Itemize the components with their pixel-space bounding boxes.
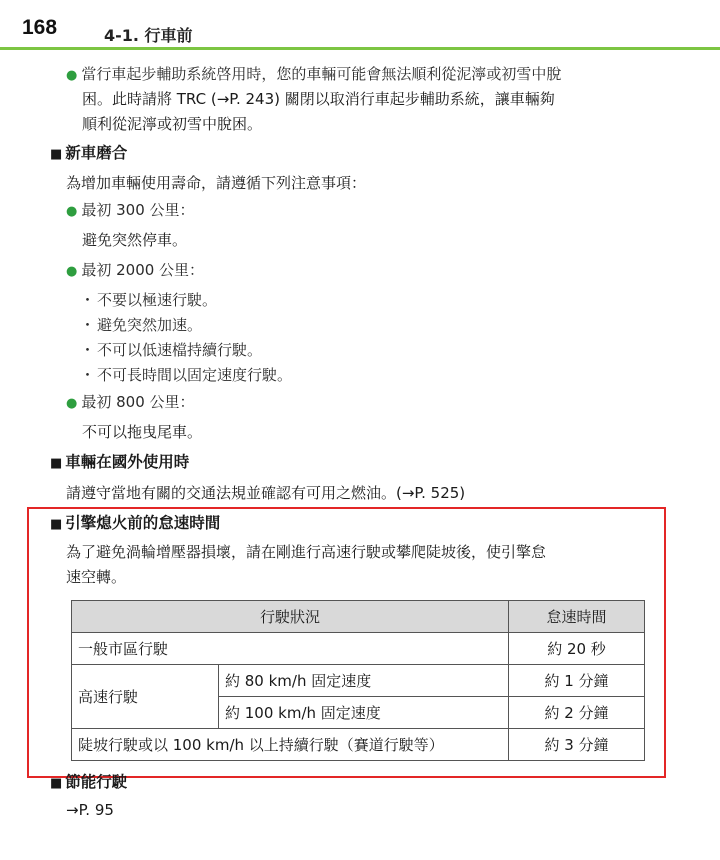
eco-heading: ■ 節能行駛 <box>50 770 127 796</box>
table-row <box>72 633 645 665</box>
intro-line-1: ● 當行車起步輔助系統啓用時，您的車輛可能會無法順利從泥濘或初雪中脫 <box>66 62 561 88</box>
idle-text-1: 為了避免渦輪增壓器損壞，請在剛進行高速行駛或攀爬陡坡後，使引擎怠 <box>66 543 547 561</box>
break-in-heading: ■ 新車磨合 <box>50 141 127 167</box>
intro-line-2: 困。此時請將 TRC (→P. 243) 關閉以取消行車起步輔助系統，讓車輛夠 <box>82 90 555 108</box>
page-number: 168 <box>22 16 58 39</box>
break-in-lead: 為增加車輛使用壽命，請遵循下列注意事項： <box>66 174 367 192</box>
row-80-condition: 約 80 km/h 固定速度 <box>219 665 509 697</box>
row-city-time: 約 20 秒 <box>509 633 645 665</box>
section-title: 4-1. 行車前 <box>104 26 193 45</box>
row-100-condition: 約 100 km/h 固定速度 <box>219 697 509 729</box>
abroad-text: 請遵守當地有關的交通法規並確認有可用之燃油。(→P. 525) <box>66 484 466 502</box>
first-300-label: ● 最初 300 公里： <box>66 198 195 224</box>
eco-ref-link[interactable]: →P. 95 <box>66 801 114 819</box>
row-highway-label: 高速行駛 <box>72 665 219 729</box>
first-300-text: 避免突然停車。 <box>82 231 188 249</box>
row-steep-condition: 陡坡行駛或以 100 km/h 以上持續行駛（賽道行駛等） <box>72 729 509 761</box>
first-800-label: ● 最初 800 公里： <box>66 390 195 416</box>
idle-time-table <box>71 600 645 761</box>
header-driving-condition: 行駛狀況 <box>72 601 509 633</box>
item-2000-1: ・ 不要以極速行駛。 <box>80 288 217 312</box>
header-rule <box>0 47 720 50</box>
abroad-heading: ■ 車輛在國外使用時 <box>50 450 189 476</box>
first-2000-label: ● 最初 2000 公里： <box>66 258 204 284</box>
intro-line-3: 順利從泥濘或初雪中脫困。 <box>82 115 263 133</box>
table-header-row <box>72 601 645 633</box>
table-row <box>72 665 645 697</box>
row-100-time: 約 2 分鐘 <box>509 697 645 729</box>
idle-heading: ■ 引擎熄火前的怠速時間 <box>50 511 220 537</box>
row-city-condition: 一般市區行駛 <box>72 633 509 665</box>
row-steep-time: 約 3 分鐘 <box>509 729 645 761</box>
first-800-text: 不可以拖曳尾車。 <box>82 423 203 441</box>
item-2000-4: ・ 不可長時間以固定速度行駛。 <box>80 363 292 387</box>
item-2000-3: ・ 不可以低速檔持續行駛。 <box>80 338 262 362</box>
item-2000-2: ・ 避免突然加速。 <box>80 313 202 337</box>
table-row <box>72 729 645 761</box>
idle-text-2: 速空轉。 <box>66 568 127 586</box>
header-idle-time: 怠速時間 <box>509 601 645 633</box>
page-header <box>0 0 720 52</box>
row-80-time: 約 1 分鐘 <box>509 665 645 697</box>
